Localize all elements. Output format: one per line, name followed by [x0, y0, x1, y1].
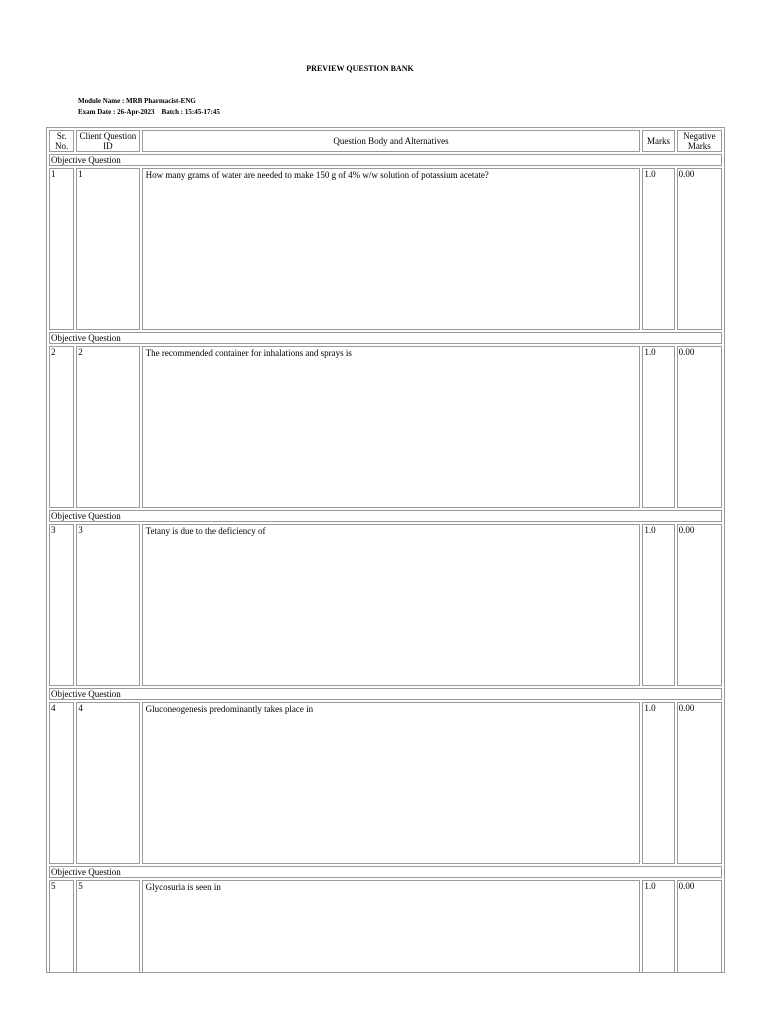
question-sr-no: 5	[49, 880, 74, 973]
header-question-body: Question Body and Alternatives	[142, 130, 641, 152]
question-type-label: Objective Question	[49, 154, 722, 166]
question-client-id: 4	[76, 702, 139, 864]
question-client-id: 2	[76, 346, 139, 508]
exam-date-batch: Exam Date : 26-Apr-2023 Batch : 15:45-17:45	[78, 108, 220, 116]
question-type-row	[49, 688, 722, 700]
question-row	[49, 524, 722, 686]
header-row	[49, 130, 722, 152]
header-client-question-id: Client Question ID	[76, 130, 139, 152]
question-row	[49, 702, 722, 864]
question-negative-marks: 0.00	[677, 168, 722, 330]
page-title: PREVIEW QUESTION BANK	[306, 64, 414, 73]
question-marks: 1.0	[642, 346, 674, 508]
header-marks: Marks	[642, 130, 674, 152]
question-marks: 1.0	[642, 880, 674, 973]
question-table	[46, 127, 725, 973]
question-client-id: 5	[76, 880, 139, 973]
question-type-row	[49, 332, 722, 344]
question-sr-no: 2	[49, 346, 74, 508]
question-sr-no: 1	[49, 168, 74, 330]
question-marks: 1.0	[642, 702, 674, 864]
question-type-row	[49, 866, 722, 878]
question-type-label: Objective Question	[49, 866, 722, 878]
question-type-label: Objective Question	[49, 510, 722, 522]
question-body: Tetany is due to the deficiency of	[142, 524, 641, 686]
question-row	[49, 346, 722, 508]
question-type-row	[49, 154, 722, 166]
question-body: Glycosuria is seen in	[142, 880, 641, 973]
question-negative-marks: 0.00	[677, 524, 722, 686]
question-sr-no: 4	[49, 702, 74, 864]
question-type-label: Objective Question	[49, 332, 722, 344]
question-negative-marks: 0.00	[677, 346, 722, 508]
module-name: Module Name : MRB Pharmacist-ENG	[78, 97, 196, 105]
question-row	[49, 880, 722, 973]
question-row	[49, 168, 722, 330]
question-negative-marks: 0.00	[677, 702, 722, 864]
header-sr-no: Sr. No.	[49, 130, 74, 152]
question-negative-marks: 0.00	[677, 880, 722, 973]
question-client-id: 3	[76, 524, 139, 686]
question-client-id: 1	[76, 168, 139, 330]
question-sr-no: 3	[49, 524, 74, 686]
question-marks: 1.0	[642, 524, 674, 686]
header-negative-marks: Negative Marks	[677, 130, 722, 152]
question-body: How many grams of water are needed to make 150 g of 4% w/w solution of potassium acetate?	[142, 168, 641, 330]
question-marks: 1.0	[642, 168, 674, 330]
question-body: Gluconeogenesis predominantly takes place in	[142, 702, 641, 864]
question-body: The recommended container for inhalations and sprays is	[142, 346, 641, 508]
question-type-row	[49, 510, 722, 522]
question-type-label: Objective Question	[49, 688, 722, 700]
